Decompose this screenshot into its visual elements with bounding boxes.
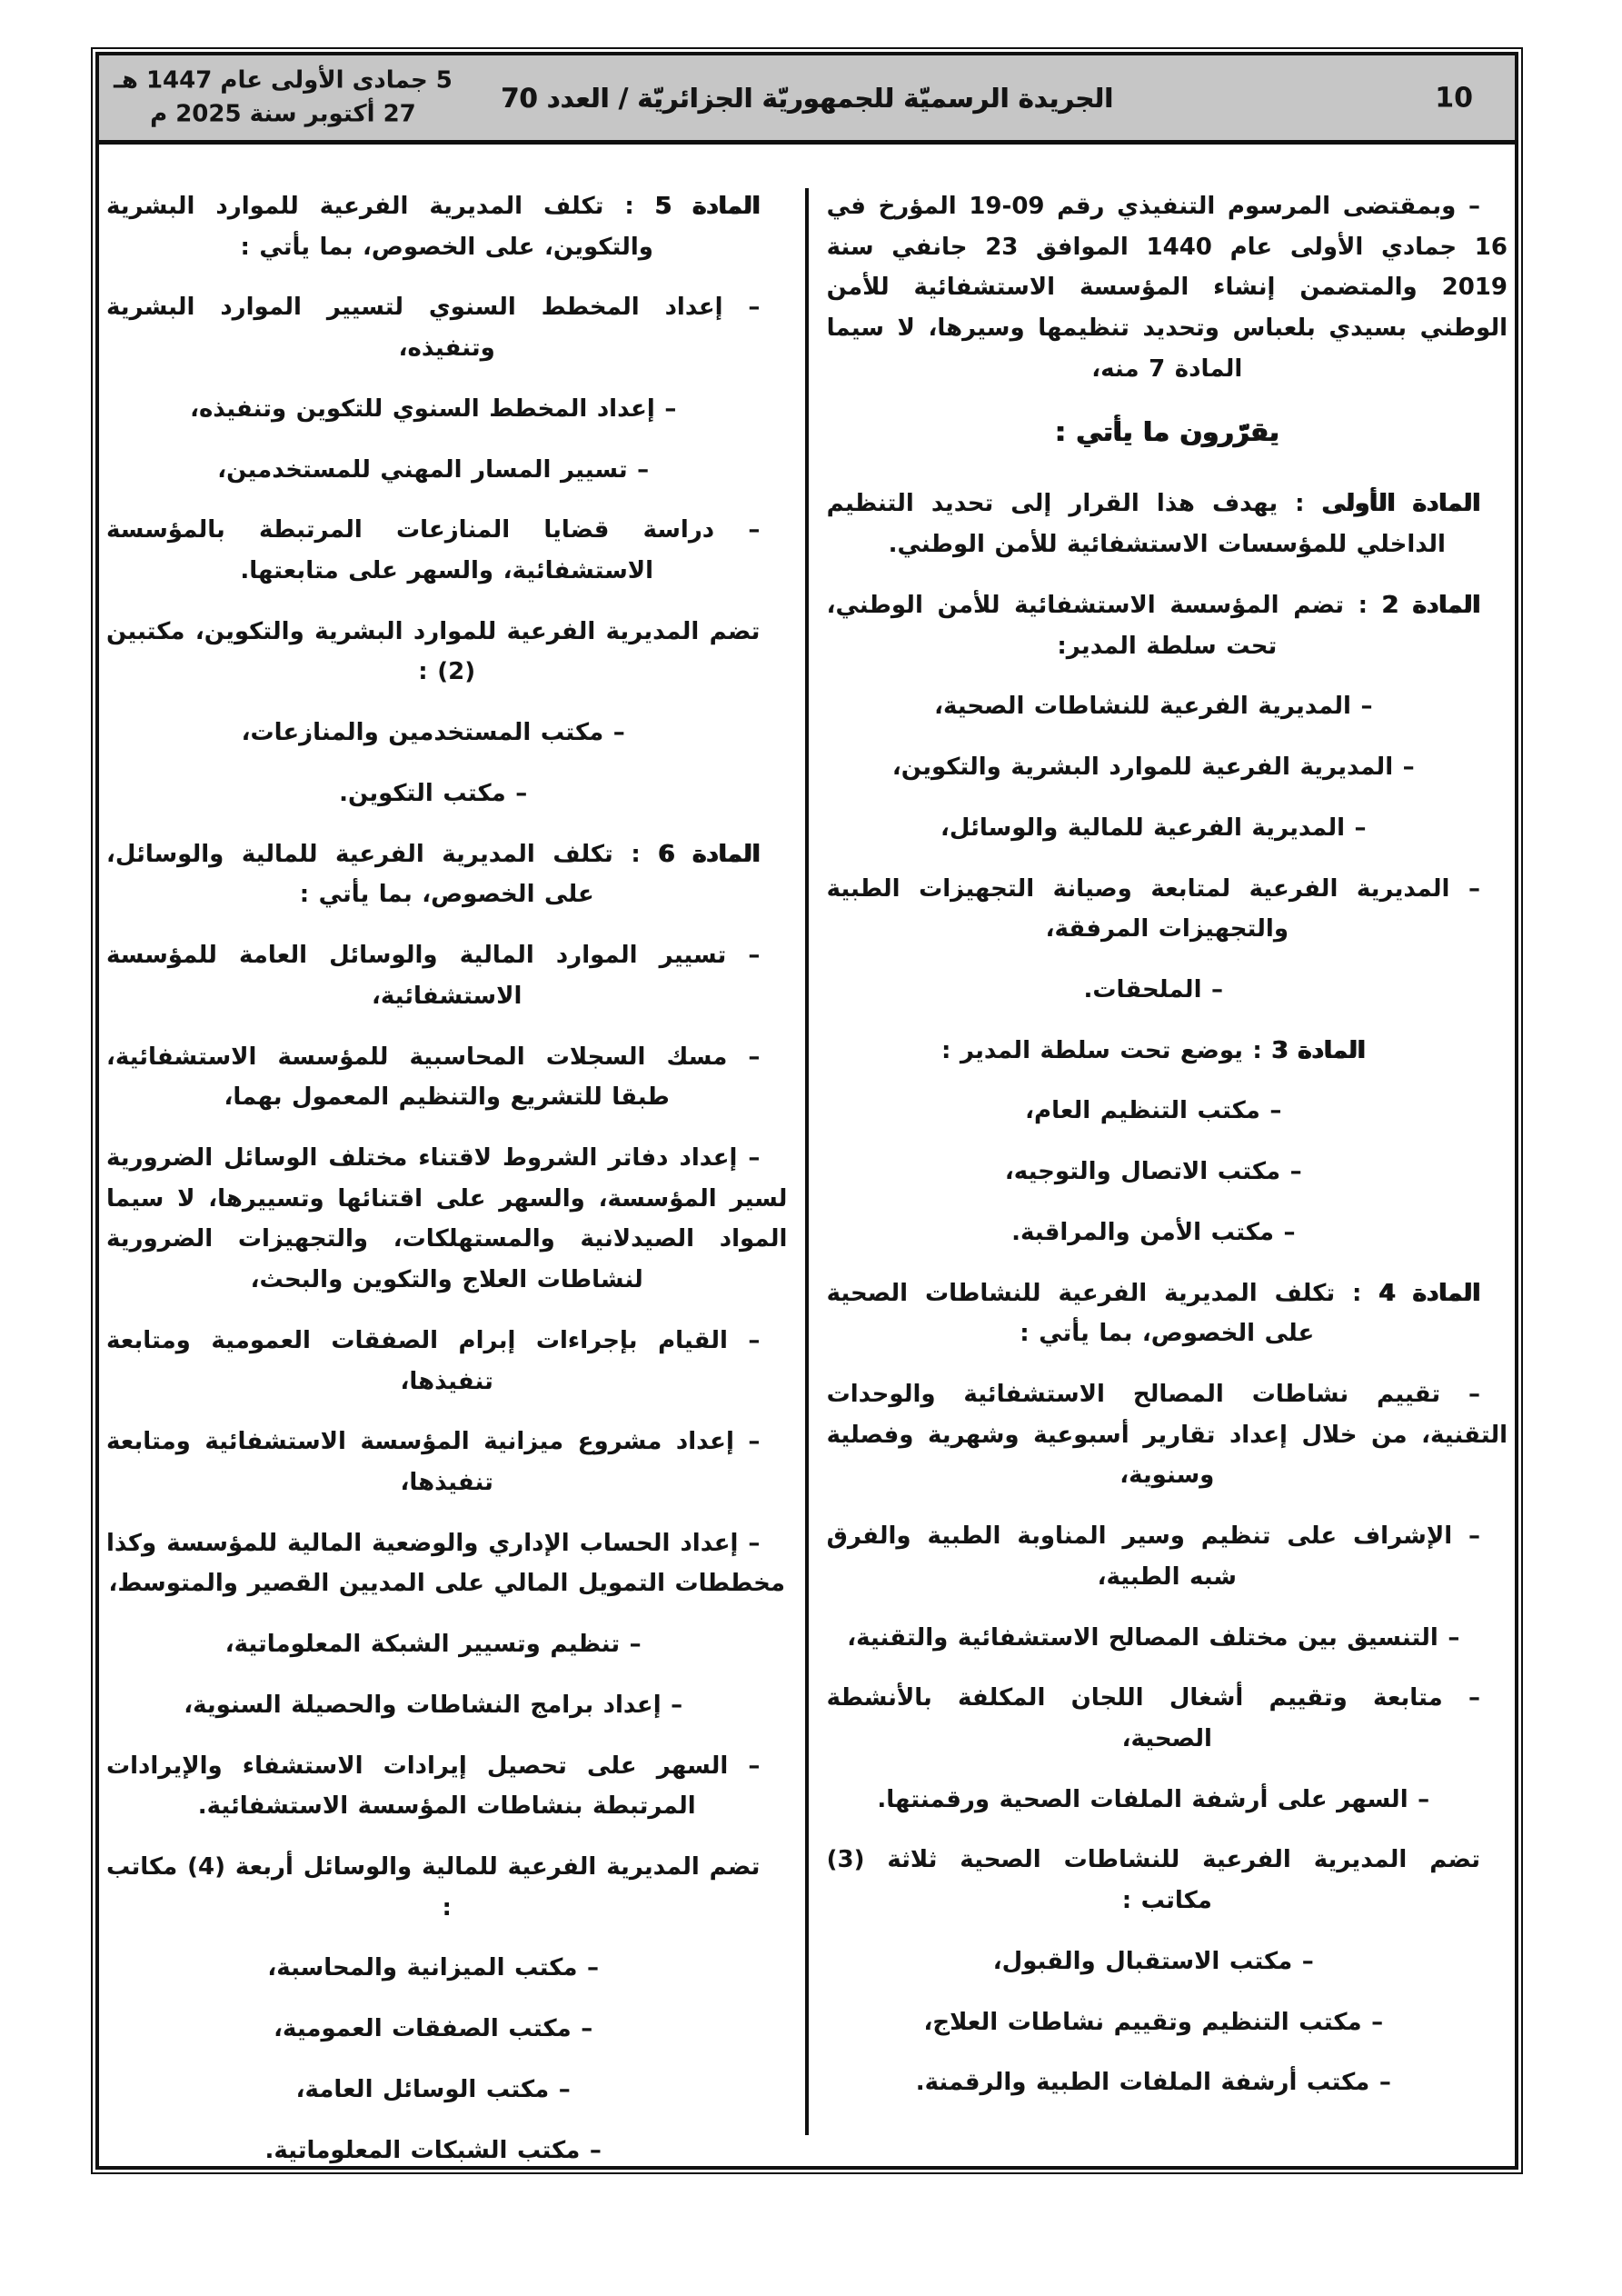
- article-paragraph: [827, 1031, 1508, 1072]
- bullet-item: – مكتب الشبكات المعلوماتية.: [264, 2136, 602, 2164]
- bullet-item: – الملحقات.: [1083, 975, 1224, 1003]
- bullet-item: – إعداد الحساب الإداري والوضعية المالية للمؤسسة وكذا مخططات التمويل المالي على المديين القصير والمتوسط،: [106, 1529, 785, 1598]
- decision-heading: يقرّرون ما يأتي :: [1055, 415, 1279, 447]
- bullet-item: – مسك السجلات المحاسبية للمؤسسة الاستشفائية، طبقا للتشريع والتنظيم المعمول بهما،: [106, 1043, 761, 1112]
- bullet-item: – مكتب الأمن والمراقبة.: [1011, 1218, 1296, 1246]
- bullet-item: – مكتب الصفقات العمومية،: [274, 2015, 593, 2043]
- gazette-title: الجريدة الرسميّة للجمهوريّة الجزائريّة / العدد 70: [501, 82, 1113, 114]
- bullet-item: – إعداد المخطط السنوي لتسيير الموارد البشرية وتنفيذه،: [106, 294, 761, 363]
- bullet-item: – المديرية الفرعية للموارد البشرية والتكوين،: [891, 754, 1415, 782]
- article-text: : تكلف المديرية الفرعية للنشاطات الصحية على الخصوص، بما يأتي :: [826, 1279, 1379, 1348]
- article-paragraph: [106, 186, 787, 267]
- bullet-item: – مكتب التكوين.: [339, 779, 528, 807]
- column-divider-rule: [805, 188, 809, 2135]
- article-label: المادة الأولى: [1321, 490, 1480, 518]
- bullet-item: – المديرية الفرعية لمتابعة وصيانة التجهيزات الطبية والتجهيزات المرفقة،: [826, 874, 1480, 943]
- body-paragraph: تضم المديرية الفرعية للنشاطات الصحية ثلاثة (3) مكاتب :: [826, 1846, 1480, 1915]
- body-paragraph: تضم المديرية الفرعية للمالية والوسائل أربعة (4) مكاتب :: [106, 1853, 761, 1922]
- page-frame-inner: [95, 52, 1518, 2170]
- date-hijri: 5 جمادى الأولى عام 1447 هـ: [114, 65, 453, 94]
- article-text: : يوضع تحت سلطة المدير :: [940, 1036, 1272, 1064]
- bullet-item: – مكتب المستخدمين والمنازعات،: [241, 719, 625, 747]
- bullet-item: – إعداد المخطط السنوي للتكوين وتنفيذه،: [190, 394, 677, 423]
- bullet-item: – إعداد مشروع ميزانية المؤسسة الاستشفائية ومتابعة تنفيذها،: [106, 1428, 761, 1496]
- bullet-item: – تقييم نشاطات المصالح الاستشفائية والوحدات التقنية، من خلال إعداد تقارير أسبوعية وشهرية وفصلية وسنوية،: [826, 1380, 1508, 1490]
- bullet-item: – المديرية الفرعية للنشاطات الصحية،: [934, 693, 1373, 721]
- gazette-header: [99, 55, 1515, 145]
- article-label: المادة 4: [1378, 1279, 1480, 1307]
- article-paragraph: [827, 484, 1508, 564]
- bullet-item: – تسيير المسار المهني للمستخدمين،: [217, 455, 650, 484]
- article-label: المادة 3: [1271, 1036, 1366, 1064]
- body-paragraph: تضم المديرية الفرعية للموارد البشرية والتكوين، مكتبين (2) :: [106, 617, 761, 686]
- date-gregorian: 27 أكتوبر سنة 2025 م: [150, 100, 416, 128]
- article-text: : تكلف المديرية الفرعية للمالية والوسائل، على الخصوص، بما يأتي :: [106, 840, 659, 909]
- bullet-item: – إعداد دفاتر الشروط لاقتناء مختلف الوسائل الضرورية لسير المؤسسة، والسهر على اقتنائها وتسييرها، لا سيما المواد الصيدلانية والمستهلكات، والتجهيزات الضرورية لنشاطات العلاج والتكوين والبحث،: [106, 1143, 788, 1294]
- article-label: المادة 5: [654, 193, 761, 220]
- article-text: : تضم المؤسسة الاستشفائية للأمن الوطني، تحت سلطة المدير:: [826, 591, 1382, 660]
- bullet-item: – السهر على تحصيل إيرادات الاستشفاء والإيرادات المرتبطة بنشاطات المؤسسة الاستشفائية.: [106, 1752, 761, 1821]
- column-right: [827, 186, 1508, 2166]
- bullet-item: – مكتب الاستقبال والقبول،: [992, 1947, 1314, 1975]
- page-number: 10: [1435, 82, 1473, 114]
- bullet-item: – مكتب الميزانية والمحاسبة،: [267, 1954, 599, 1982]
- article-text: : يهدف هذا القرار إلى تحديد التنظيم الداخلي للمؤسسات الاستشفائية للأمن الوطني.: [826, 490, 1446, 559]
- bullet-item: – تسيير الموارد المالية والوسائل العامة للمؤسسة الاستشفائية،: [106, 942, 761, 1010]
- body-paragraph: – وبمقتضى المرسوم التنفيذي رقم 09-19 المؤرخ في 16 جمادي الأولى عام 1440 الموافق 23 جانفي سنة 2019 والمتضمن إنشاء المؤسسة الاستشفائية للأمن الوطني بسيدي بلعباس وتحديد تنظيمها وسيرها، لا سيما المادة 7 منه،: [826, 193, 1508, 383]
- bullet-item: – السهر على أرشفة الملفات الصحية ورقمنتها.: [877, 1785, 1430, 1813]
- article-paragraph: [106, 834, 787, 915]
- bullet-item: – مكتب التنظيم العام،: [1025, 1097, 1282, 1125]
- bullet-item: – الإشراف على تنظيم وسير المناوبة الطبية والفرق شبه الطبية،: [826, 1522, 1480, 1591]
- article-label: المادة 2: [1381, 591, 1480, 619]
- bullet-item: – مكتب التنظيم وتقييم نشاطات العلاج،: [923, 2008, 1384, 2036]
- page-frame: [91, 47, 1523, 2174]
- article-paragraph: [827, 1273, 1508, 1354]
- article-text: : تكلف المديرية الفرعية للموارد البشرية والتكوين، على الخصوص، بما يأتي :: [106, 193, 655, 261]
- bullet-item: – التنسيق بين مختلف المصالح الاستشفائية والتقنية،: [847, 1623, 1460, 1652]
- bullet-item: – مكتب الوسائل العامة،: [295, 2075, 571, 2103]
- page-body: [99, 145, 1515, 2166]
- bullet-item: – تنظيم وتسيير الشبكة المعلوماتية،: [224, 1631, 642, 1659]
- bullet-item: – مكتب أرشفة الملفات الطبية والرقمنة.: [915, 2069, 1391, 2097]
- bullet-item: – دراسة قضايا المنازعات المرتبطة بالمؤسسة الاستشفائية، والسهر على متابعتها.: [106, 516, 761, 585]
- bullet-item: – مكتب الاتصال والتوجيه،: [1004, 1158, 1302, 1186]
- bullet-item: – متابعة وتقييم أشغال اللجان المكلفة بالأنشطة الصحية،: [826, 1684, 1480, 1752]
- bullet-item: – القيام بإجراءات إبرام الصفقات العمومية ومتابعة تنفيذها،: [106, 1326, 761, 1395]
- bullet-item: – المديرية الفرعية للمالية والوسائل،: [940, 814, 1367, 842]
- column-left: [106, 186, 787, 2166]
- article-label: المادة 6: [658, 840, 761, 868]
- article-paragraph: [827, 585, 1508, 666]
- bullet-item: – إعداد برامج النشاطات والحصيلة السنوية،: [184, 1691, 683, 1719]
